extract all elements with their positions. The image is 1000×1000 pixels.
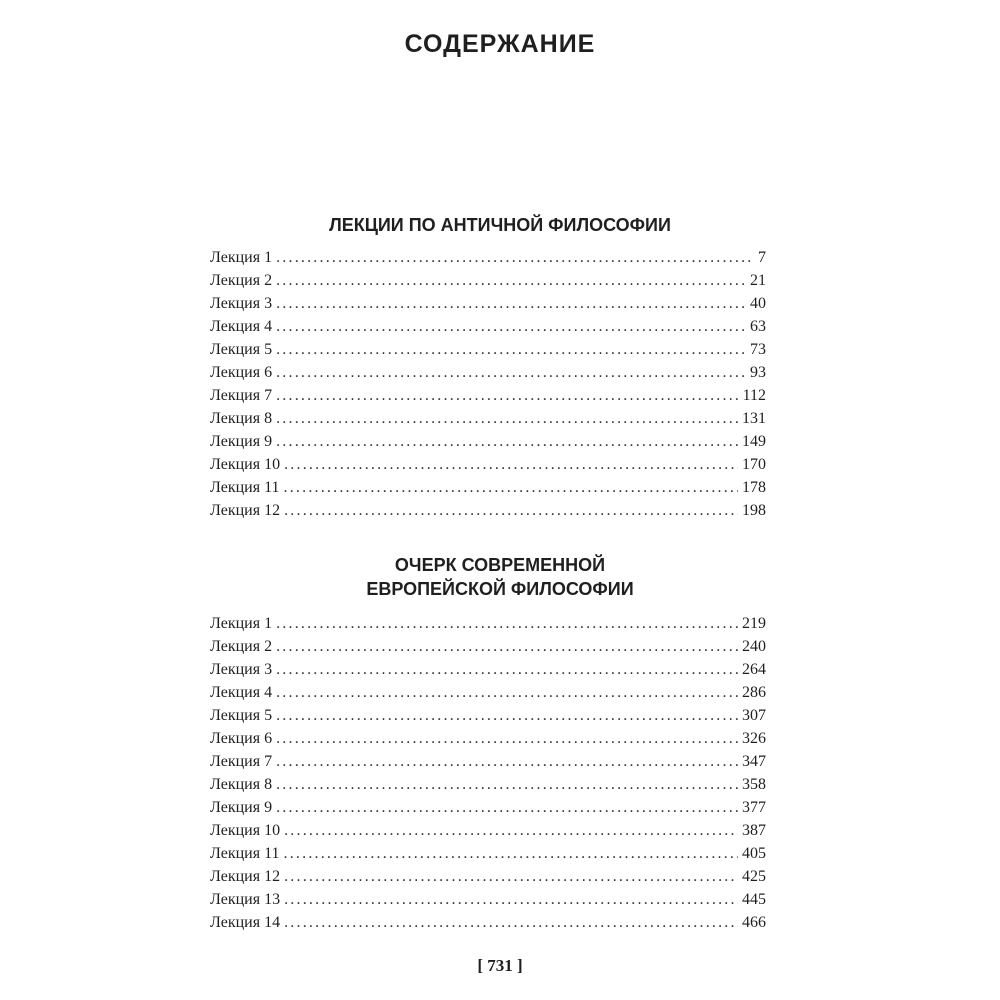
toc-entry-label: Лекция 7 [210,753,273,770]
toc-entry-page: 445 [742,891,766,908]
dot-leader [276,773,738,796]
toc-entry [210,269,766,292]
toc-list-modern [210,612,766,934]
toc-entry [210,407,766,430]
dot-leader [284,911,738,934]
toc-entry-page: 358 [742,776,766,793]
toc-entry-label: Лекция 8 [210,776,273,793]
toc-entry-label: Лекция 4 [210,318,273,335]
dot-leader [276,704,738,727]
toc-entry-label: Лекция 5 [210,707,273,724]
toc-entry-page: 466 [742,914,766,931]
dot-leader [276,269,746,292]
section-title-line: ЕВРОПЕЙСКОЙ ФИЛОСОФИИ [366,579,634,599]
dot-leader [276,384,738,407]
toc-entry [210,384,766,407]
toc-entry-page: 240 [742,638,766,655]
section-title-ancient [0,213,1000,237]
toc-entry [210,842,766,865]
dot-leader [284,819,738,842]
toc-list-ancient [210,246,766,522]
page-number: [ 731 ] [477,956,523,975]
page-title: СОДЕРЖАНИЕ [404,30,596,58]
toc-entry-label: Лекция 10 [210,822,281,839]
toc-entry [210,796,766,819]
toc-entry-label: Лекция 10 [210,456,281,473]
dot-leader [276,635,738,658]
toc-entry-page: 40 [750,295,766,312]
toc-entry-label: Лекция 6 [210,364,273,381]
toc-entry-label: Лекция 5 [210,341,273,358]
toc-entry [210,499,766,522]
toc-entry-page: 425 [742,868,766,885]
toc-entry-page: 264 [742,661,766,678]
toc-entry-page: 178 [742,479,766,496]
toc-entry-label: Лекция 13 [210,891,281,908]
dot-leader [276,658,738,681]
toc-entry-label: Лекция 3 [210,661,273,678]
toc-entry-page: 198 [742,502,766,519]
dot-leader [284,888,738,911]
section-title-line: ЛЕКЦИИ ПО АНТИЧНОЙ ФИЛОСОФИИ [329,215,671,235]
dot-leader [276,246,754,269]
toc-entry-label: Лекция 9 [210,433,273,450]
toc-entry-page: 21 [750,272,766,289]
toc-entry [210,888,766,911]
toc-entry [210,635,766,658]
toc-entry [210,911,766,934]
toc-entry [210,430,766,453]
dot-leader [284,476,738,499]
toc-entry-label: Лекция 6 [210,730,273,747]
toc-entry-page: 307 [742,707,766,724]
toc-entry-page: 405 [742,845,766,862]
toc-entry-label: Лекция 2 [210,638,273,655]
toc-entry-label: Лекция 1 [210,249,273,266]
toc-entry-label: Лекция 12 [210,868,281,885]
toc-entry-page: 112 [742,387,766,404]
toc-entry [210,658,766,681]
toc-entry-label: Лекция 3 [210,295,273,312]
toc-entry [210,727,766,750]
toc-entry-page: 170 [742,456,766,473]
dot-leader [276,361,746,384]
toc-entry-page: 377 [742,799,766,816]
dot-leader [276,796,738,819]
toc-entry-page: 286 [742,684,766,701]
toc-entry-label: Лекция 9 [210,799,273,816]
toc-entry-page: 326 [742,730,766,747]
toc-entry [210,704,766,727]
toc-entry [210,681,766,704]
toc-entry [210,865,766,888]
toc-entry-page: 7 [758,249,766,266]
dot-leader [284,842,738,865]
toc-entry-label: Лекция 4 [210,684,273,701]
toc-entry [210,292,766,315]
toc-entry-page: 149 [742,433,766,450]
toc-entry [210,750,766,773]
toc-entry-page: 347 [742,753,766,770]
toc-entry-label: Лекция 7 [210,387,273,404]
toc-entry-label: Лекция 14 [210,914,281,931]
toc-entry-label: Лекция 11 [210,845,280,862]
toc-entry [210,819,766,842]
dot-leader [276,292,746,315]
toc-entry-page: 73 [750,341,766,358]
toc-entry-label: Лекция 12 [210,502,281,519]
toc-entry [210,315,766,338]
toc-entry-label: Лекция 11 [210,479,280,496]
toc-entry [210,476,766,499]
toc-entry-label: Лекция 2 [210,272,273,289]
dot-leader [276,750,738,773]
dot-leader [276,681,738,704]
dot-leader [284,499,738,522]
dot-leader [276,407,738,430]
toc-entry [210,246,766,269]
dot-leader [276,727,738,750]
section-title-modern [0,553,1000,601]
dot-leader [284,865,738,888]
toc-entry [210,453,766,476]
dot-leader [284,453,738,476]
dot-leader [276,612,738,635]
toc-entry-page: 387 [742,822,766,839]
toc-entry-page: 131 [742,410,766,427]
toc-entry [210,773,766,796]
toc-entry [210,612,766,635]
toc-entry [210,361,766,384]
toc-entry-label: Лекция 1 [210,615,273,632]
section-title-line: ОЧЕРК СОВРЕМЕННОЙ [394,555,606,575]
dot-leader [276,315,746,338]
dot-leader [276,338,746,361]
dot-leader [276,430,738,453]
toc-entry-page: 63 [750,318,766,335]
toc-entry [210,338,766,361]
toc-entry-page: 219 [742,615,766,632]
toc-entry-page: 93 [750,364,766,381]
toc-entry-label: Лекция 8 [210,410,273,427]
